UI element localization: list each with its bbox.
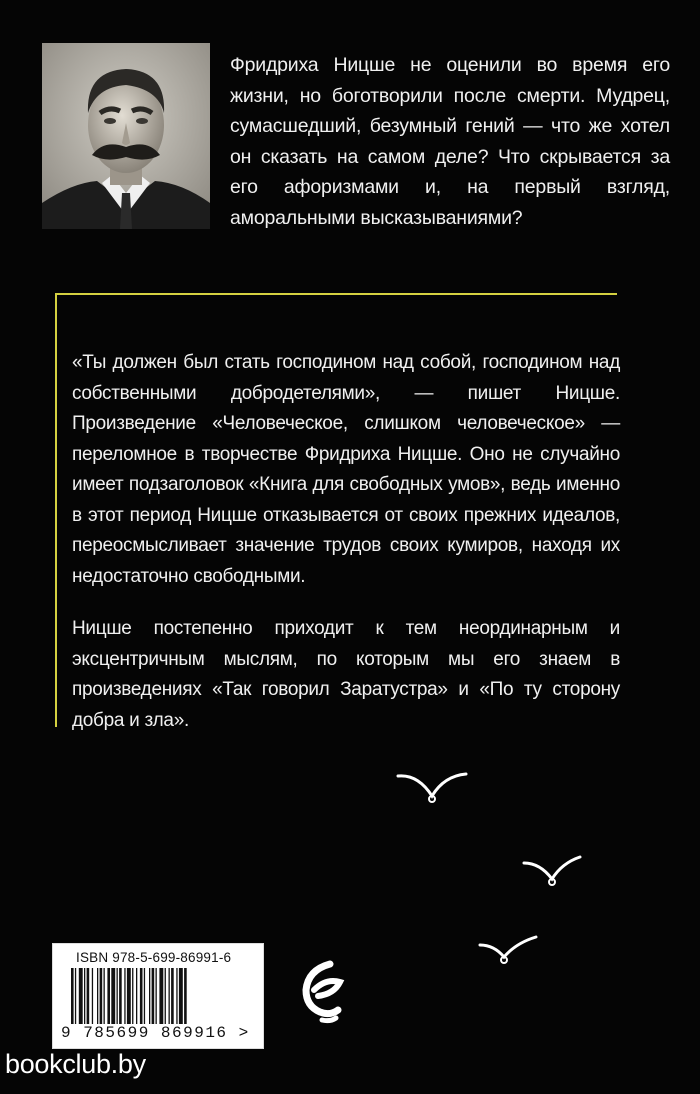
barcode-bar — [159, 968, 163, 1024]
barcode-bar — [124, 968, 125, 1024]
seagull-icon — [478, 935, 538, 969]
barcode-bar — [117, 968, 118, 1024]
author-portrait — [42, 43, 210, 229]
barcode-bar — [132, 968, 133, 1024]
barcode — [52, 943, 264, 1049]
seagull-icon — [396, 770, 468, 810]
description-block — [72, 348, 620, 758]
barcode-digits: 9 785699 869916 > — [61, 1024, 250, 1042]
barcode-bar — [79, 968, 83, 1024]
barcode-bar — [104, 968, 105, 1024]
barcode-bar — [75, 968, 76, 1024]
barcode-bar — [119, 968, 122, 1024]
barcode-bar — [107, 968, 110, 1024]
barcode-bar — [92, 968, 93, 1024]
barcode-bar — [165, 968, 166, 1024]
description-paragraph: Ницше постепенно приходит к тем неординарным и эксцентричным мыслям, по которым мы его знаем в произведениях «Так говорил Заратустра» и «По ту сторону добра и зла». — [72, 618, 620, 731]
portrait-photo — [42, 43, 210, 229]
barcode-bar — [71, 968, 74, 1024]
barcode-bar — [171, 968, 174, 1024]
barcode-bar — [140, 968, 143, 1024]
barcode-bar — [149, 968, 150, 1024]
barcode-bar — [184, 968, 187, 1024]
watermark: bookclub.by — [5, 1049, 146, 1079]
barcode-bar — [176, 968, 177, 1024]
publisher-logo-icon — [300, 960, 348, 1028]
isbn-label: ISBN 978-5-699-86991-6 — [76, 950, 232, 965]
barcode-bar — [136, 968, 137, 1024]
barcode-bar — [144, 968, 145, 1024]
intro-text: Фридриха Ницше не оценили во время его жизни, но боготворили после смерти. Мудрец, сумасшедший, безумный гений — что же хотел он сказать на самом деле? Что скрывается за его афоризмами и, на первый взгляд, аморальными высказываниями? — [230, 54, 670, 229]
barcode-bar — [87, 968, 90, 1024]
description-paragraph: «Ты должен был стать господином над собой, господином над собственными добродетелями», — пишет Ницше. Произведение «Человеческое, слишком человеческое» — переломное в творчестве Фридриха Ницше. Оно не случайно имеет подзаголовок «Книга для свободных умов», ведь именно в этот период Ницше отказывается от своих прежних идеалов, переосмысливает значение трудов своих кумиров, находя их недостаточно свободными. — [72, 352, 620, 587]
barcode-bar — [169, 968, 170, 1024]
barcode-bar — [127, 968, 131, 1024]
barcode-bar — [152, 968, 155, 1024]
barcode-bar — [100, 968, 103, 1024]
barcode-bar — [156, 968, 157, 1024]
seagull-icon — [522, 855, 582, 891]
barcode-bar — [97, 968, 98, 1024]
barcode-bar — [179, 968, 183, 1024]
barcode-bar — [84, 968, 85, 1024]
barcode-icon — [71, 968, 249, 1024]
barcode-bar — [111, 968, 115, 1024]
